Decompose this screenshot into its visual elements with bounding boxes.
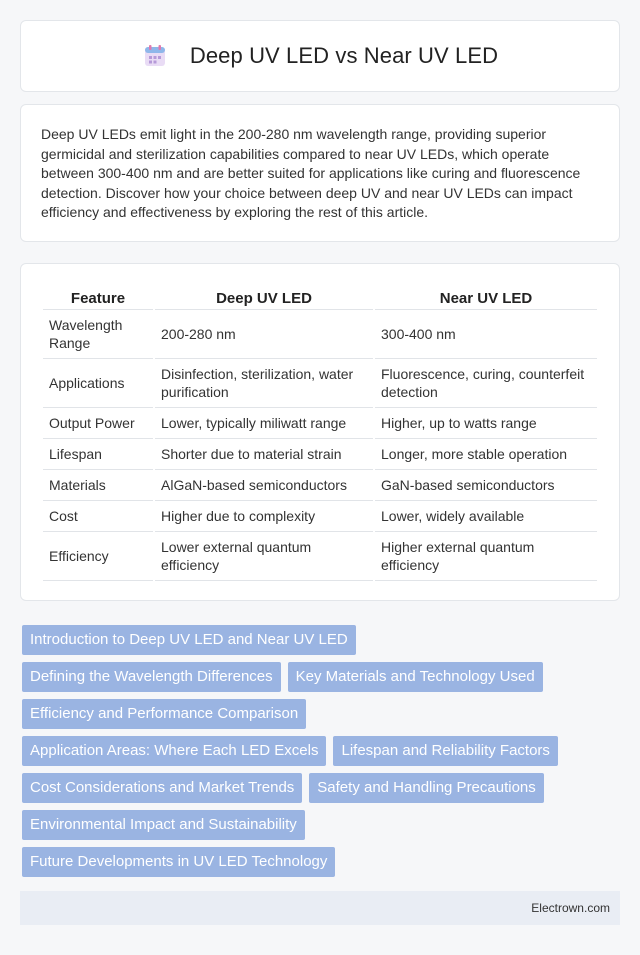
- intro-card: [20, 104, 620, 242]
- table-row: [43, 310, 597, 359]
- topic-tags: [22, 625, 622, 884]
- topic-link-introduction[interactable]: Introduction to Deep UV LED and Near UV LED: [22, 625, 356, 655]
- table-cell: Wavelength Range: [43, 310, 153, 359]
- title-card: [20, 20, 620, 92]
- table-cell: Higher, up to watts range: [375, 408, 597, 439]
- table-cell: Materials: [43, 470, 153, 501]
- topic-link-lifespan[interactable]: Lifespan and Reliability Factors: [333, 736, 557, 766]
- table-row: [43, 470, 597, 501]
- topic-link-cost[interactable]: Cost Considerations and Market Trends: [22, 773, 302, 803]
- topic-link-safety[interactable]: Safety and Handling Precautions: [309, 773, 543, 803]
- table-cell: Cost: [43, 501, 153, 532]
- table-cell: Lower, typically miliwatt range: [155, 408, 373, 439]
- table-row: [43, 408, 597, 439]
- table-cell: Fluorescence, curing, counterfeit detection: [375, 359, 597, 408]
- table-cell: Higher external quantum efficiency: [375, 532, 597, 581]
- table-row: [43, 439, 597, 470]
- table-cell: Output Power: [43, 408, 153, 439]
- table-cell: Efficiency: [43, 532, 153, 581]
- table-cell: Lower, widely available: [375, 501, 597, 532]
- table-cell: Higher due to complexity: [155, 501, 373, 532]
- table-row: [43, 532, 597, 581]
- table-cell: Shorter due to material strain: [155, 439, 373, 470]
- table-cell: Disinfection, sterilization, water purification: [155, 359, 373, 408]
- topic-link-environment[interactable]: Environmental Impact and Sustainability: [22, 810, 305, 840]
- table-cell: AlGaN-based semiconductors: [155, 470, 373, 501]
- table-cell: Longer, more stable operation: [375, 439, 597, 470]
- topic-link-materials[interactable]: Key Materials and Technology Used: [288, 662, 543, 692]
- calendar-icon: [142, 43, 168, 69]
- topic-link-future[interactable]: Future Developments in UV LED Technology: [22, 847, 335, 877]
- topic-link-wavelength[interactable]: Defining the Wavelength Differences: [22, 662, 281, 692]
- table-cell: 300-400 nm: [375, 310, 597, 359]
- header-near-uv: Near UV LED: [375, 282, 597, 310]
- header-feature: Feature: [43, 282, 153, 310]
- table-cell: 200-280 nm: [155, 310, 373, 359]
- table-cell: GaN-based semiconductors: [375, 470, 597, 501]
- intro-text: Deep UV LEDs emit light in the 200-280 nm wavelength range, providing superior germicidal and sterilization capabilities compared to near UV LEDs, which operate between 300-400 nm and are better suited for applications like curing and fluorescence detection. Discover how your choice between deep UV and near UV LEDs can impact efficiency and effectiveness by exploring the rest of this article.: [41, 126, 581, 220]
- topic-link-applications[interactable]: Application Areas: Where Each LED Excels: [22, 736, 326, 766]
- table-cell: Lifespan: [43, 439, 153, 470]
- footer: [20, 891, 620, 925]
- table-cell: Lower external quantum efficiency: [155, 532, 373, 581]
- table-cell: Applications: [43, 359, 153, 408]
- table-header-row: [43, 282, 597, 310]
- header-deep-uv: Deep UV LED: [155, 282, 373, 310]
- topic-link-efficiency[interactable]: Efficiency and Performance Comparison: [22, 699, 306, 729]
- table-row: [43, 359, 597, 408]
- page-title: Deep UV LED vs Near UV LED: [189, 43, 499, 68]
- footer-site-name: Electrown.com: [531, 901, 610, 915]
- table-row: [43, 501, 597, 532]
- comparison-table: [41, 282, 599, 581]
- comparison-table-card: [20, 263, 620, 601]
